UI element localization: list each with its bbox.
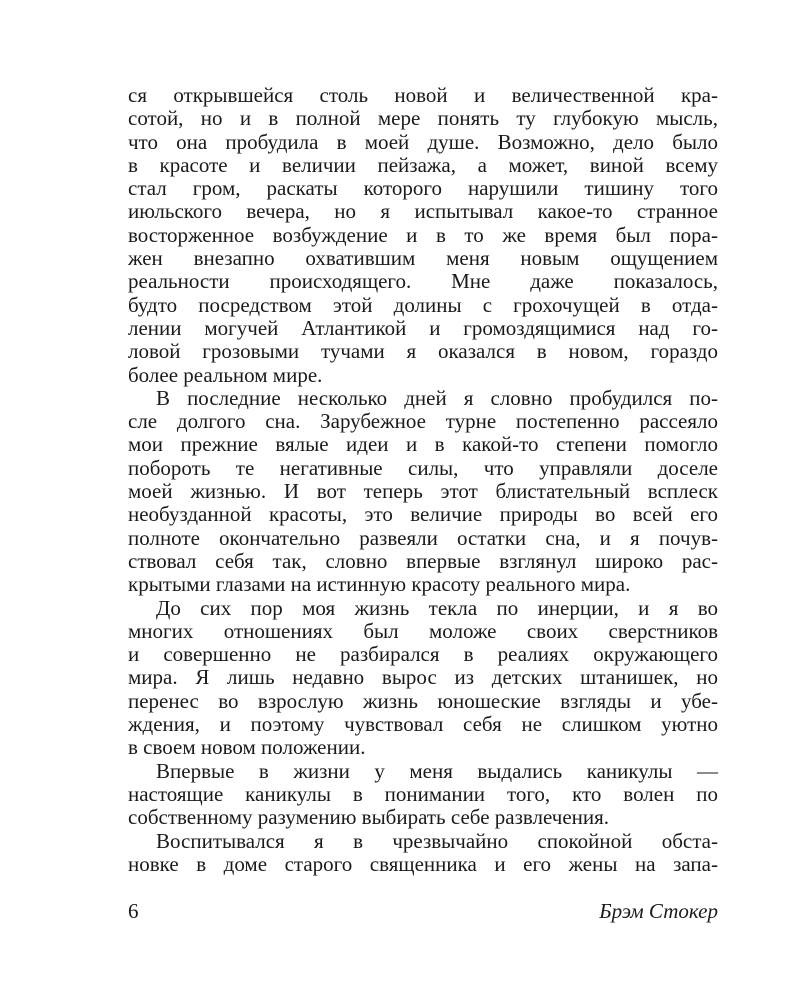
text-line: ся открывшейся столь новой и величественной кра-: [128, 83, 718, 107]
text-line: До сих пор моя жизнь текла по инерции, и я во: [156, 595, 718, 620]
text-line: восторженное возбуждение и в то же время был пора-: [128, 222, 718, 247]
text-line: сотой, но и в полной мере понять ту глубокую мысль,: [128, 106, 718, 131]
text-line: реальности происходящего. Мне даже показалось,: [128, 269, 718, 294]
text-line: моей жизнью. И вот теперь этот блистательный всплеск: [128, 479, 718, 504]
text-line: мира. Я лишь недавно вырос из детских штанишек, но: [128, 665, 718, 690]
text-line: что она пробудила в моей душе. Возможно, дело было: [128, 129, 718, 154]
text-line: необузданной красоты, это величие природы во всей его: [128, 502, 718, 527]
text-line: июльского вечера, но я испытывал какое-то странное: [128, 199, 718, 224]
text-line: собственному разумению выбирать себе развлечения.: [128, 805, 610, 830]
text-line: ждения, и поэтому чувствовал себя не слишком уютно: [128, 712, 718, 737]
text-line: ловой грозовыми тучами я оказался в новом, гораздо: [128, 339, 718, 364]
text-line: жен внезапно охватившим меня новым ощущением: [128, 246, 718, 271]
text-line: Впервые в жизни у меня выдались каникулы —: [156, 758, 718, 783]
page-number: 6: [128, 899, 139, 923]
body-text: [128, 84, 718, 876]
text-line: побороть те негативные силы, что управляли доселе: [128, 455, 718, 480]
text-line: сле долгого сна. Зарубежное турне постепенно рассеяло: [128, 409, 718, 434]
text-line: настоящие каникулы в понимании того, кто волен по: [128, 781, 718, 806]
text-line: перенес во взрослую жизнь юношеские взгляды и убе-: [128, 688, 718, 713]
text-line: лении могучей Атлантикой и громоздящимися над го-: [128, 315, 718, 340]
text-line: новке в доме старого священника и его жены на запа-: [128, 851, 718, 876]
text-line: и совершенно не разбирался в реалиях окружающего: [128, 642, 718, 667]
text-line: в своем новом положении.: [128, 735, 366, 760]
text-line: В последние несколько дней я словно пробудился по-: [156, 385, 718, 410]
page-footer: [128, 898, 718, 924]
text-line: ствовал себя так, словно впервые взглянул широко рас-: [128, 548, 718, 573]
text-line: Воспитывался я в чрезвычайно спокойной обста-: [156, 828, 718, 853]
running-footer-author: Брэм Стокер: [599, 899, 718, 923]
text-line: полноте окончательно развеяли остатки сна, и я почув-: [128, 525, 718, 550]
text-line: мои прежние вялые идеи и в какой-то степени помогло: [128, 432, 718, 457]
text-line: стал гром, раскаты которого нарушили тишину того: [128, 176, 718, 201]
text-line: более реальном мире.: [128, 362, 323, 387]
text-line: крытыми глазами на истинную красоту реального мира.: [128, 572, 631, 597]
text-line: в красоте и величии пейзажа, а может, виной всему: [128, 152, 718, 177]
text-line: многих отношениях был моложе своих сверстников: [128, 618, 718, 643]
text-line: будто посредством этой долины с грохочущей в отда-: [128, 292, 718, 317]
